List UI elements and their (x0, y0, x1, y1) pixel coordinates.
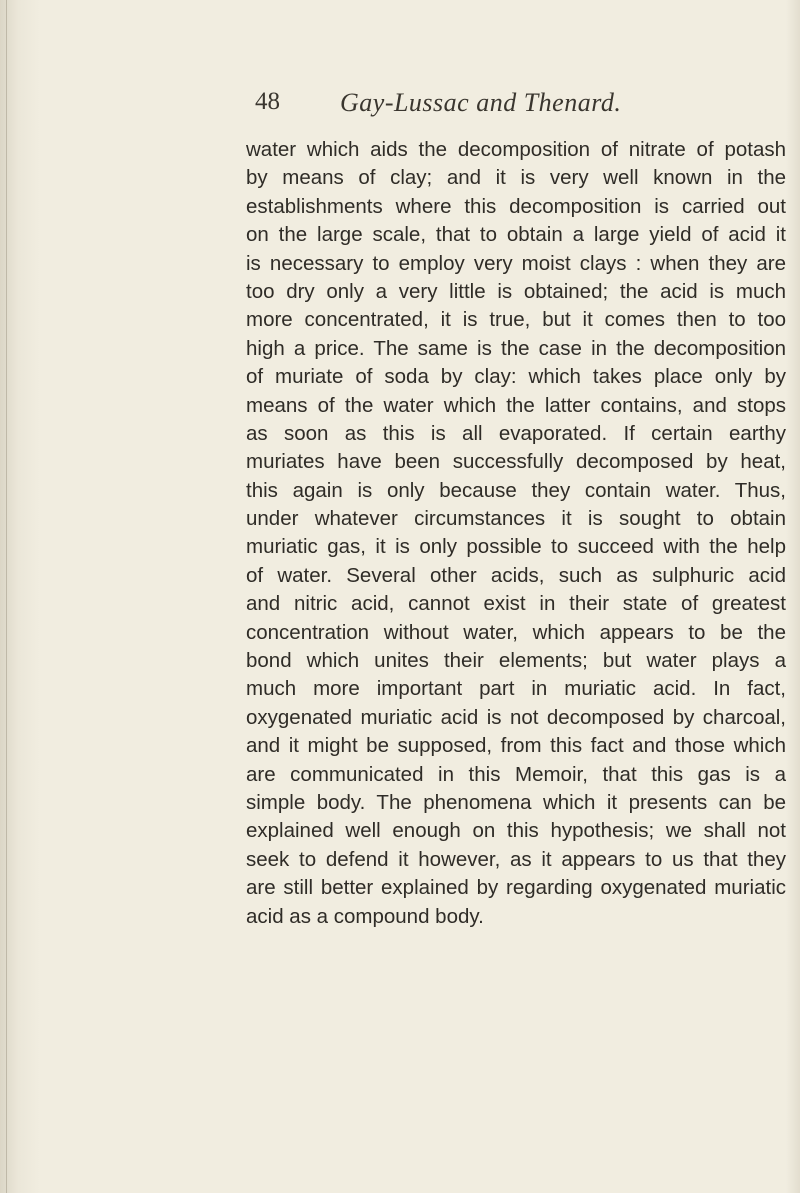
text-line: of muriate of soda by clay: which takes place only by (246, 365, 786, 389)
text-line: establishments where this decomposition is carried out (246, 194, 786, 218)
body-text (246, 136, 786, 931)
text-line: more concentrated, it is true, but it comes then to too (246, 308, 786, 332)
text-line: seek to defend it however, as it appears to us that they (246, 847, 786, 871)
text-line: simple body. The phenomena which it presents can be (246, 790, 786, 814)
text-line: and nitric acid, cannot exist in their state of greatest (246, 592, 786, 616)
text-line: on the large scale, that to obtain a large yield of acid it (246, 223, 786, 247)
text-line: and it might be supposed, from this fact and those which (246, 734, 786, 758)
running-head: Gay-Lussac and Thenard. (340, 88, 622, 117)
text-line: by means of clay; and it is very well known in the (246, 166, 786, 190)
text-line: of water. Several other acids, such as sulphuric acid (246, 563, 786, 587)
page-header (0, 88, 800, 128)
text-line: too dry only a very little is obtained; the acid is much (246, 279, 786, 303)
text-line: are still better explained by regarding oxygenated muriatic (246, 876, 786, 900)
text-line: under whatever circumstances it is sought to obtain (246, 507, 786, 531)
text-line: muriates have been successfully decomposed by heat, (246, 450, 786, 474)
text-line: is necessary to employ very moist clays : when they are (246, 251, 786, 275)
text-line: muriatic gas, it is only possible to succeed with the help (246, 535, 786, 559)
text-line: explained well enough on this hypothesis; we shall not (246, 819, 786, 843)
text-line: this again is only because they contain water. Thus, (246, 478, 786, 502)
text-line: means of the water which the latter contains, and stops (246, 393, 786, 417)
page-gutter-shadow (6, 0, 7, 1193)
text-line: concentration without water, which appears to be the (246, 620, 786, 644)
text-line: water which aids the decomposition of nitrate of potash (246, 138, 786, 161)
text-line: much more important part in muriatic acid. In fact, (246, 677, 786, 701)
page-number: 48 (255, 88, 280, 115)
text-line: as soon as this is all evaporated. If certain earthy (246, 421, 786, 445)
text-line: bond which unites their elements; but water plays a (246, 649, 786, 673)
text-line: acid as a compound body. (246, 904, 484, 928)
text-line: high a price. The same is the case in the decomposition (246, 336, 786, 360)
text-line: are communicated in this Memoir, that this gas is a (246, 762, 786, 786)
text-line: oxygenated muriatic acid is not decomposed by charcoal, (246, 705, 786, 729)
